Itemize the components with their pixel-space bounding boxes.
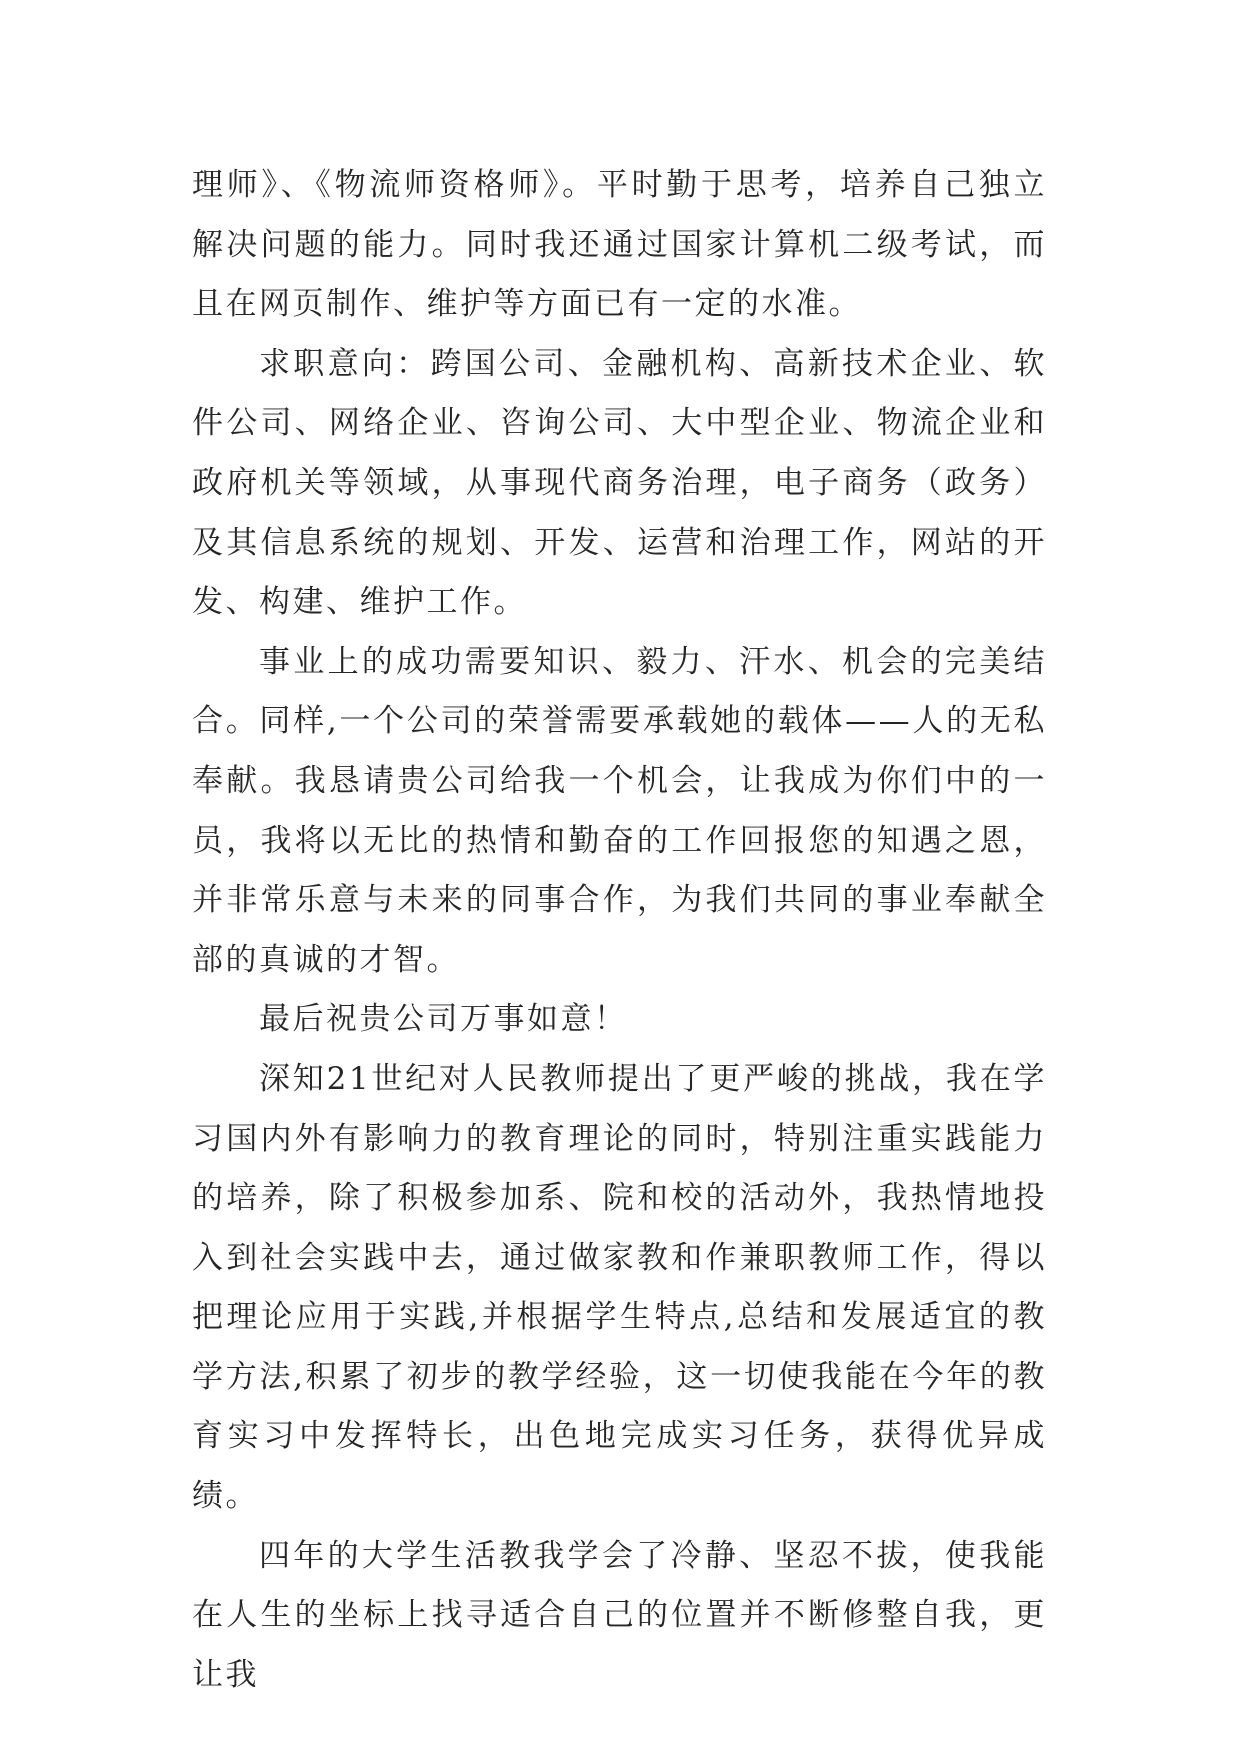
paragraph-closing-wish: 最后祝贵公司万事如意！	[259, 1001, 628, 1038]
paragraph: 理师》、《物流师资格师》。平时勤于思考，培养自己独立解决问题的能力。同时我还通过国家计算机二级考试，而且在网页制作、维护等方面已有一定的水准。	[192, 167, 1047, 323]
paragraph: 四年的大学生活教我学会了冷静、坚忍不拔，使我能在人生的坐标上找寻适合自己的位置并不断修整自我，更让我	[192, 1537, 1047, 1693]
paragraph-job-intention: 求职意向：跨国公司、金融机构、高新技术企业、软件公司、网络企业、咨询公司、大中型企业、物流企业和政府机关等领域，从事现代商务治理，电子商务（政务）及其信息系统的规划、开发、运营和治理工作，网站的开发、构建、维护工作。	[192, 345, 1047, 621]
paragraph: 事业上的成功需要知识、毅力、汗水、机会的完美结合。同样,一个公司的荣誉需要承载她的载体——人的无私奉献。我恳请贵公司给我一个机会，让我成为你们中的一员，我将以无比的热情和勤奋的工作回报您的知遇之恩，并非常乐意与未来的同事合作，为我们共同的事业奉献全部的真诚的才智。	[192, 643, 1047, 978]
paragraph: 深知21世纪对人民教师提出了更严峻的挑战，我在学习国内外有影响力的教育理论的同时，特别注重实践能力的培养，除了积极参加系、院和校的活动外，我热情地投入到社会实践中去，通过做家教和作兼职教师工作，得以把理论应用于实践,并根据学生特点,总结和发展适宜的教学方法,积累了初步的教学经验，这一切使我能在今年的教育实习中发挥特长，出色地完成实习任务，获得优异成绩。	[192, 1060, 1047, 1515]
document-body	[192, 156, 1047, 1705]
